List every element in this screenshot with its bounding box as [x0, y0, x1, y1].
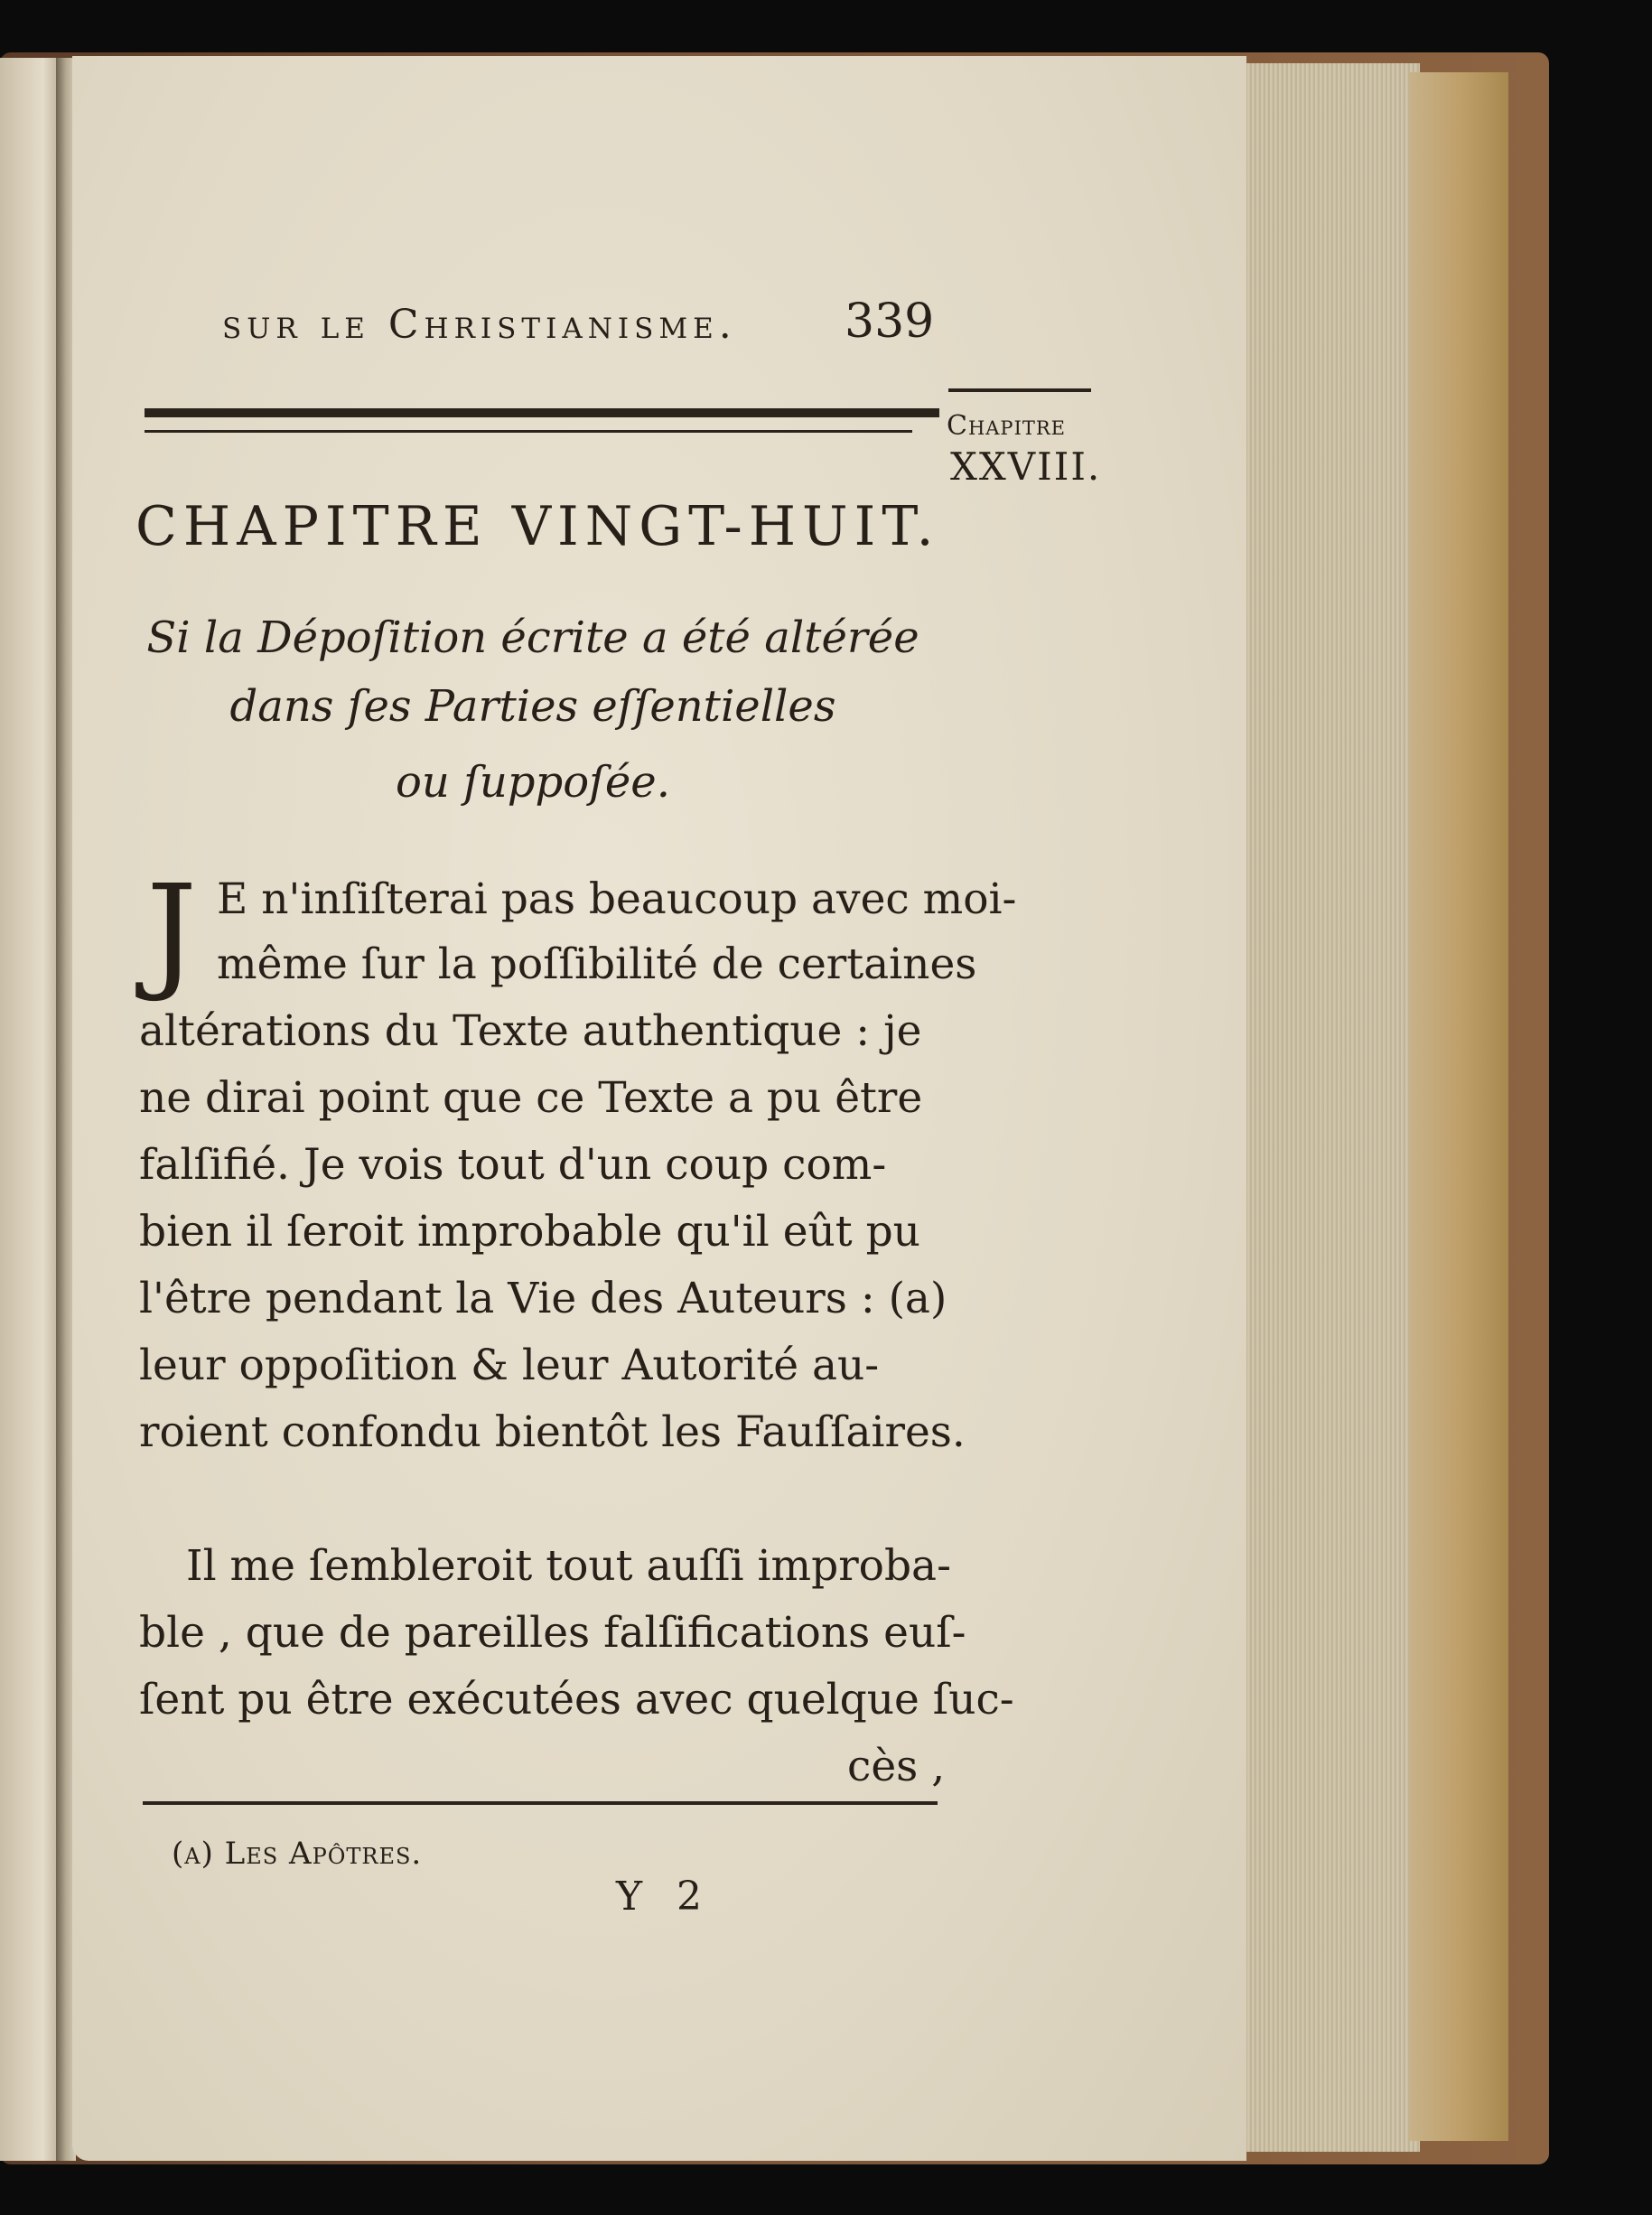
- body-line: roient confondu bientôt les Fauſſaires.: [139, 1407, 966, 1457]
- body-line: falſifié. Je vois tout d'un coup com-: [139, 1140, 887, 1190]
- chapter-title: CHAPITRE VINGT-HUIT.: [135, 495, 940, 558]
- body-line: ne dirai point que ce Texte a pu être: [139, 1073, 923, 1123]
- body-line: ble , que de pareilles falſifications euſ-: [139, 1608, 966, 1658]
- signature-mark: Y 2: [616, 1874, 714, 1920]
- footnote: (a) Les Apôtres.: [172, 1836, 423, 1872]
- chapter-subtitle-line: Si la Dépoſition écrite a été altérée: [146, 612, 919, 663]
- chapter-subtitle-line: dans ſes Parties eſſentielles: [229, 681, 836, 732]
- body-line: altérations du Texte authentique : je: [139, 1006, 922, 1056]
- catchword: cès ,: [847, 1742, 946, 1791]
- page-edges: [1239, 63, 1420, 2152]
- running-title: sur le Christianisme.: [222, 302, 737, 348]
- drop-cap: J: [146, 858, 198, 1005]
- body-line: leur oppoſition & leur Autorité au-: [139, 1341, 880, 1390]
- body-line: ſent pu être exécutées avec quelque ſuc-: [139, 1675, 1014, 1724]
- body-line: E n'inſiſterai pas beaucoup avec moi-: [217, 874, 1017, 924]
- body-line: bien il ſeroit improbable qu'il eût pu: [139, 1207, 920, 1257]
- page-number: 339: [845, 294, 935, 349]
- header-rule-thick: [145, 408, 939, 417]
- body-line: même ſur la poſſibilité de certaines: [217, 939, 977, 989]
- facing-page-edge: [0, 58, 61, 2161]
- chapter-subtitle-line: ou ſuppoſée.: [396, 757, 670, 808]
- footnote-rule: [143, 1801, 938, 1805]
- body-line: Il me ſembleroit tout auſſi improba-: [186, 1541, 951, 1591]
- body-line: l'être pendant la Vie des Auteurs : (a): [139, 1274, 947, 1323]
- page-block-edge: [1409, 72, 1508, 2141]
- margin-chapter-label: Chapitre: [947, 410, 1067, 442]
- margin-chapter-number: XXVIII.: [950, 444, 1102, 489]
- margin-rule: [948, 388, 1091, 401]
- header-rule-thin: [145, 430, 912, 433]
